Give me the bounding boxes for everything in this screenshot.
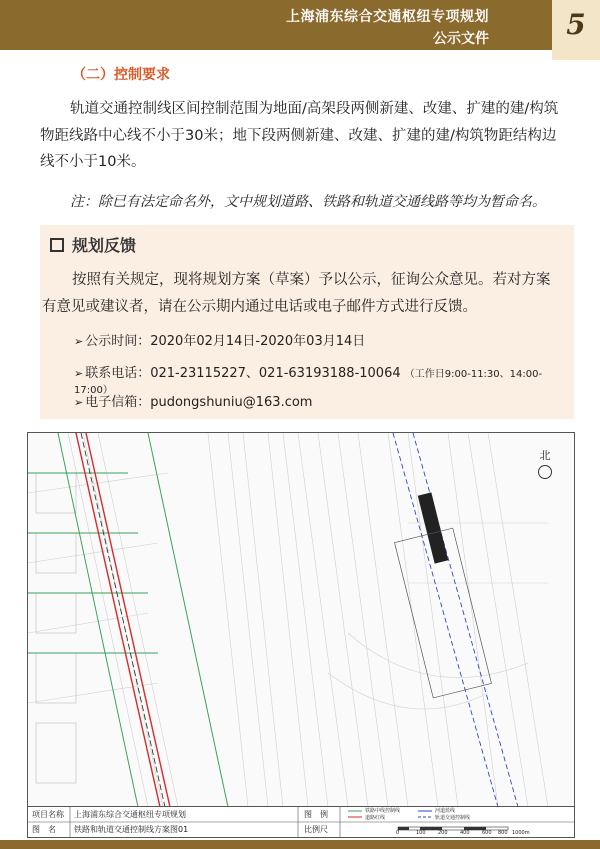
scale-tick: 1000m — [512, 830, 530, 836]
scale-label: 比例尺 — [304, 825, 328, 834]
header-bar — [0, 0, 552, 50]
compass-icon — [538, 465, 552, 479]
scale-tick: 100 — [416, 830, 426, 836]
page-number-box — [552, 0, 600, 60]
legend-item: 轨道交通控制线 — [435, 815, 471, 821]
email-item — [74, 391, 312, 410]
project-value: 上海浦东综合交通枢纽专项规划 — [74, 810, 186, 819]
page-number: 5 — [566, 8, 586, 41]
scale-tick: 400 — [460, 830, 470, 836]
section-title: （二）控制要求 — [72, 67, 170, 83]
legend-item: 铁路中线控制线 — [365, 808, 401, 814]
map-drawing — [28, 433, 574, 807]
phone-hours: （工作日9:00-11:30、14:00-17:00） — [74, 369, 543, 396]
header-subtitle: 公示文件 — [433, 31, 489, 47]
scale-tick: 600 — [482, 830, 492, 836]
legend-item: 河道蓝线 — [435, 808, 456, 814]
email-label: 电子信箱： — [85, 395, 151, 410]
period-item — [74, 330, 365, 349]
title-block — [28, 806, 574, 837]
scale-tick: 800 — [498, 830, 508, 836]
period-label: 公示时间： — [85, 334, 151, 349]
north-label: 北 — [539, 449, 551, 462]
email-value[interactable]: pudongshuniu@163.com — [150, 395, 313, 410]
header-title: 上海浦东综合交通枢纽专项规划 — [286, 9, 489, 25]
section-note: 注：除已有法定命名外，文中规划道路、铁路和轨道交通线路等均为暂命名。 — [70, 194, 546, 210]
feedback-title: 规划反馈 — [72, 236, 137, 255]
feedback-box — [40, 225, 574, 419]
scale-tick: 200 — [438, 830, 448, 836]
drawing-label: 图 名 — [32, 825, 56, 834]
arrow-right-icon: ➢ — [74, 367, 84, 380]
plan-map — [27, 432, 575, 838]
phone-value[interactable]: 021-23115227、021-63193188-10064 — [150, 366, 401, 381]
legend-item: 道路红线 — [365, 815, 386, 821]
arrow-right-icon: ➢ — [74, 335, 84, 348]
phone-label: 联系电话： — [85, 366, 151, 381]
page-header — [0, 0, 600, 50]
scale-tick: 0 — [396, 830, 400, 836]
legend-label: 图 例 — [304, 810, 328, 819]
arrow-right-icon: ➢ — [74, 396, 84, 409]
period-value: 2020年02月14日-2020年03月14日 — [150, 334, 366, 349]
feedback-title-row — [50, 233, 136, 256]
drawing-value: 铁路和轨道交通控制线方案图01 — [74, 825, 189, 834]
checkbox-square-icon — [50, 238, 64, 252]
feedback-paragraph: 按照有关规定，现将规划方案（草案）予以公示，征询公众意见。若对方案有意见或建议者，请在公示期内通过电话或电子邮件方式进行反馈。 — [42, 272, 551, 315]
section-paragraph: 轨道交通控制线区间控制范围为地面/高架段两侧新建、改建、扩建的建/构筑物距线路中心线不小于30米；地下段两侧新建、改建、扩建的建/构筑物距结构边线不小于10米。 — [40, 101, 559, 170]
project-label: 项目名称 — [32, 810, 64, 819]
footer-bar — [0, 840, 600, 849]
north-arrow — [538, 447, 552, 479]
